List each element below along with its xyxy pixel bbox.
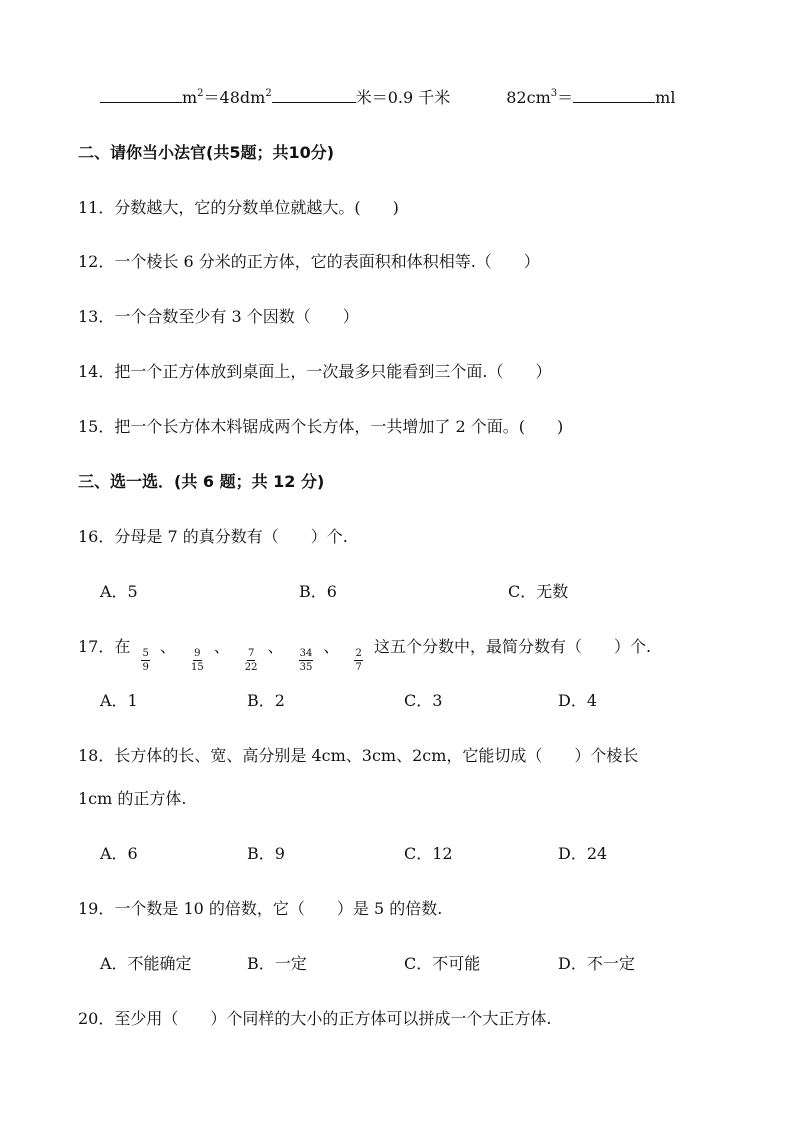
- question-16: 16．分母是 7 的真分数有（ ）个.: [78, 527, 348, 546]
- option-a[interactable]: A．6: [100, 844, 138, 863]
- option-c[interactable]: C．无数: [508, 582, 569, 601]
- answer-blank[interactable]: [573, 86, 655, 103]
- section-heading: 二、请你当小法官(共5题；共10分): [78, 143, 335, 162]
- question-13: 13．一个合数至少有 3 个因数（ ）: [78, 307, 359, 326]
- option-b[interactable]: B．9: [247, 844, 285, 863]
- answer-blank[interactable]: [100, 86, 182, 103]
- unit-text: 米＝0.9 千米: [355, 88, 451, 107]
- fraction: $\frac{2}{7}$: [355, 648, 362, 673]
- unit-text: m: [182, 88, 198, 107]
- fraction: $\frac{7}{22}$: [244, 648, 258, 673]
- fraction: $\frac{9}{15}$: [190, 648, 204, 673]
- option-c[interactable]: C．12: [404, 844, 453, 863]
- option-d[interactable]: D．4: [558, 691, 598, 710]
- exponent: 3: [550, 88, 558, 99]
- question-prefix: 17．在: [78, 637, 131, 656]
- section-heading: 三、选一选．(共 6 题；共 12 分): [78, 472, 325, 491]
- question-12: 12．一个棱长 6 分米的正方体，它的表面积和体积相等.（ ）: [78, 252, 540, 271]
- option-a[interactable]: A．1: [100, 691, 138, 710]
- question-19: 19．一个数是 10 的倍数，它（ ）是 5 的倍数.: [78, 899, 443, 918]
- question-17: 17．在 $\frac{5}{9}$ 、 $\frac{9}{15}$ 、 $\frac{7}{22}$ 、 $\frac{34}{35}$ 、 $\frac{2}{7}$ 这五个分数中，最简分数有（ ）个.: [78, 637, 652, 673]
- answer-blank[interactable]: [272, 86, 356, 103]
- unit-text: ＝48dm: [203, 88, 266, 107]
- option-b[interactable]: B．6: [299, 582, 337, 601]
- option-b[interactable]: B．一定: [247, 954, 307, 973]
- option-d[interactable]: D．不一定: [558, 954, 635, 973]
- unit-conversion-line: [100, 86, 675, 109]
- question-18-line2: 1cm 的正方体.: [78, 789, 187, 808]
- unit-text: ＝: [557, 88, 574, 107]
- option-d[interactable]: D．24: [558, 844, 608, 863]
- option-c[interactable]: C．不可能: [404, 954, 481, 973]
- question-15: 15．把一个长方体木料锯成两个长方体，一共增加了 2 个面。( ): [78, 417, 564, 436]
- unit-text: 82cm: [506, 88, 551, 107]
- option-c[interactable]: C．3: [404, 691, 443, 710]
- option-a[interactable]: A．不能确定: [100, 954, 192, 973]
- question-18-line1: 18．长方体的长、宽、高分别是 4cm、3cm、2cm，它能切成（ ）个棱长: [78, 746, 639, 765]
- question-11: 11．分数越大，它的分数单位就越大。( ): [78, 198, 399, 217]
- option-a[interactable]: A．5: [100, 582, 138, 601]
- fraction: $\frac{5}{9}$: [142, 648, 149, 673]
- exponent: 2: [265, 88, 272, 99]
- option-b[interactable]: B．2: [247, 691, 285, 710]
- fraction: $\frac{34}{35}$: [299, 648, 313, 673]
- question-20: 20．至少用（ ）个同样的大小的正方体可以拼成一个大正方体.: [78, 1009, 552, 1028]
- question-14: 14．把一个正方体放到桌面上，一次最多只能看到三个面.（ ）: [78, 362, 552, 381]
- exponent: 2: [197, 88, 204, 99]
- unit-text: ml: [655, 88, 676, 107]
- question-suffix: 这五个分数中，最简分数有（ ）个.: [373, 637, 652, 656]
